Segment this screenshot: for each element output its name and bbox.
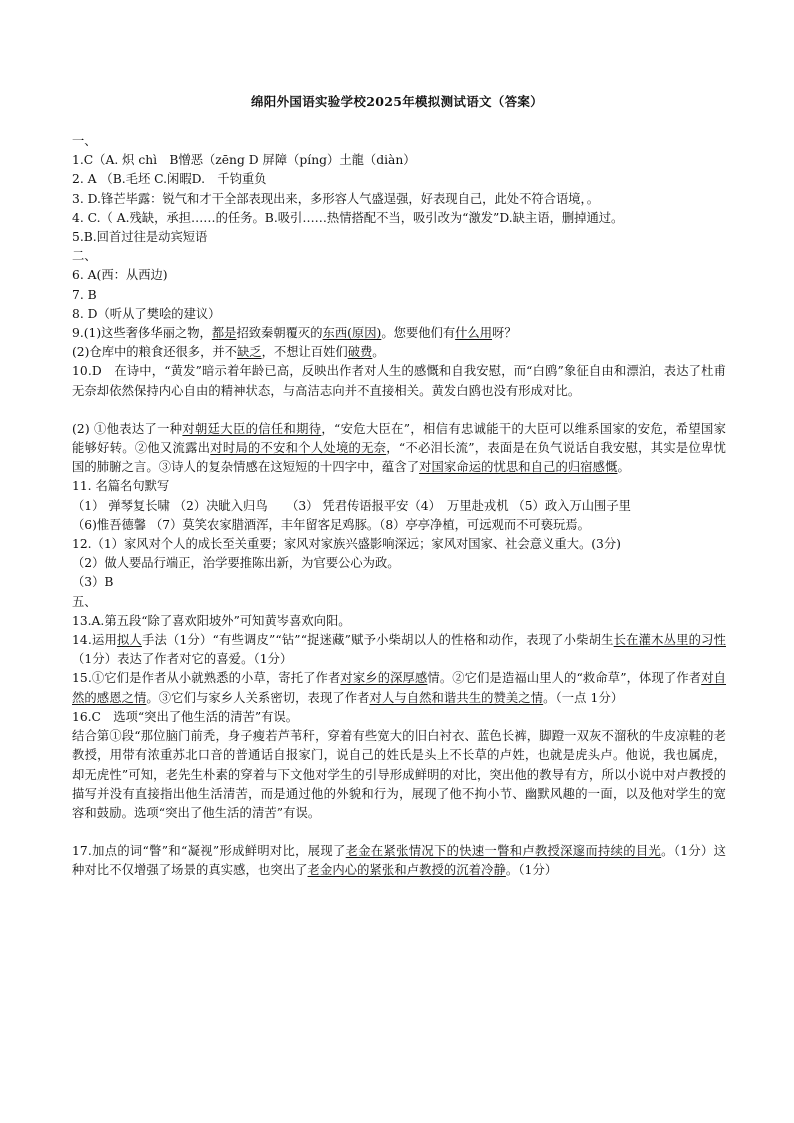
answer-q4: 4. C.（ A.残缺，承担……的任务。B.吸引……热情搭配不当，吸引改为“激发”D.缺主语，删掉通过。 bbox=[72, 210, 624, 225]
answer-q14: 14.运用拟人手法（1分）“有些调皮”“钻”“捉迷藏”赋予小柴胡以人的性格和动作，表现了小柴胡生长在灌木丛里的习性（1分）表达了作者对它的喜爱。（1分） bbox=[72, 633, 726, 667]
answer-q6: 6. A(西：从西边) bbox=[72, 268, 168, 283]
answer-q10-2: (2) ①他表达了一种对朝廷大臣的信任和期待，“安危大臣在”，相信有忠诚能干的大臣可以维系国家的安危，希望国家能够好转。②他又流露出对时局的不安和个人处境的无奈，“不必泪长流”，表面是在负气说话自我安慰，其实是位卑忧国的肺腑之言。③诗人的复杂情感在这短短的十四字中，蕴含了对国家命运的忧思和自己的归宿感慨。 bbox=[72, 421, 727, 475]
answer-q5: 5.B.回首过往是动宾短语 bbox=[72, 230, 208, 245]
section-heading-1: 一、 bbox=[72, 134, 97, 148]
answer-q8: 8. D（听从了樊哙的建议） bbox=[72, 306, 221, 321]
answer-q13: 13.A.第五段“除了喜欢阳坡外”可知黄岑喜欢向阳。 bbox=[72, 613, 351, 628]
section-heading-5: 五、 bbox=[72, 594, 97, 609]
answer-q17: 17.加点的词“瞥”和“凝视”形成鲜明对比，展现了老金在紧张情况下的快速一瞥和卢教授深邃而持续的目光。（1分）这种对比不仅增强了场景的真实感，也突出了老金内心的紧张和卢教授的沉着冷静。（1分） bbox=[72, 844, 726, 878]
answer-q16-line1: 16.C 选项“突出了他生活的清苦”有误。 bbox=[72, 709, 298, 724]
answer-q12-line2: （2）做人要品行端正，治学要推陈出新，为官要公心为政。 bbox=[72, 556, 400, 571]
answer-q2: 2. A （B.毛坯 C.闲暇D. 千钧重负 bbox=[72, 172, 267, 187]
answer-q12-line1: 12.（1）家风对个人的成长至关重要；家风对家族兴盛影响深远；家风对国家、社会意义重大。(3分) bbox=[72, 537, 621, 552]
page-title: 绵阳外国语实验学校2025年模拟测试语文（答案） bbox=[251, 94, 543, 109]
answer-q7: 7. B bbox=[72, 287, 97, 302]
answer-q9-2: (2)仓库中的粮食还很多，并不缺乏，不想让百姓们破费。 bbox=[72, 345, 385, 360]
answer-q1: 1.C（A. 炽 chì B憎恶（zēng D 屏障（píng）土龍（diàn） bbox=[72, 153, 416, 168]
answer-q11-line2: （6)惟吾德馨 （7）莫笑农家腊酒浑，丰年留客足鸡豚。（8）亭亭净植，可远观而不可亵玩焉。 bbox=[72, 517, 590, 532]
answer-q11-line1: （1） 弹琴复长啸 （2）决眦入归鸟 （3） 凭君传语报平安（4） 万里赴戎机 （5）政入万山围子里 bbox=[72, 498, 631, 513]
answer-body bbox=[72, 132, 726, 881]
answer-q3: 3. D.锋芒毕露：锐气和才干全部表现出来，多形容人气盛逞强，好表现自己，此处不符合语境，。 bbox=[72, 191, 599, 206]
answer-q12-line3: （3）B bbox=[72, 575, 114, 590]
section-heading-2: 二、 bbox=[72, 249, 97, 264]
answer-q16-body: 结合第①段“那位脑门前秃，身子瘦若芦苇秆，穿着有些宽大的旧白衬衣、蓝色长裤，脚蹬一双灰不溜秋的牛皮凉鞋的老教授，用带有浓重苏北口音的普通话自报家门，说自己的姓氏是头上不长草的卢姓，也就是虎头卢。他说，我也属虎，却无虎性”可知，老先生朴素的穿着与下文他对学生的引导形成鲜明的对比，突出他的教导有方，所以小说中对卢教授的描写并没有直接指出他生活清苦，而是通过他的外貌和行为，展现了他不拘小节、幽默风趣的一面，以及他对学生的宽容和鼓励。选项“突出了他生活的清苦”有误。 bbox=[72, 729, 726, 820]
answer-q15: 15.①它们是作者从小就熟悉的小草，寄托了作者对家乡的深厚感情。②它们是造福山里人的“救命草”，体现了作者对自然的感恩之情。③它们与家乡人关系密切，表现了作者对人与自然和谐共生的赞美之情。（一点 1分） bbox=[72, 671, 727, 705]
answer-q9-1: 9.(1)这些奢侈华丽之物，都是招致秦朝覆灭的东西(原因)。您要他们有什么用呀？ bbox=[72, 326, 517, 341]
answer-q11-title: 11. 名篇名句默写 bbox=[72, 479, 170, 494]
answer-q10-1: 10.D 在诗中，“黄发”暗示着年龄已高，反映出作者对人生的感慨和自我安慰，而“白鸥”象征自由和漂泊，表达了杜甫无奈却依然保持内心自由的精神状态，与高洁志向并不直接相关。黄发白鸥也没有形成对比。 bbox=[72, 364, 726, 398]
